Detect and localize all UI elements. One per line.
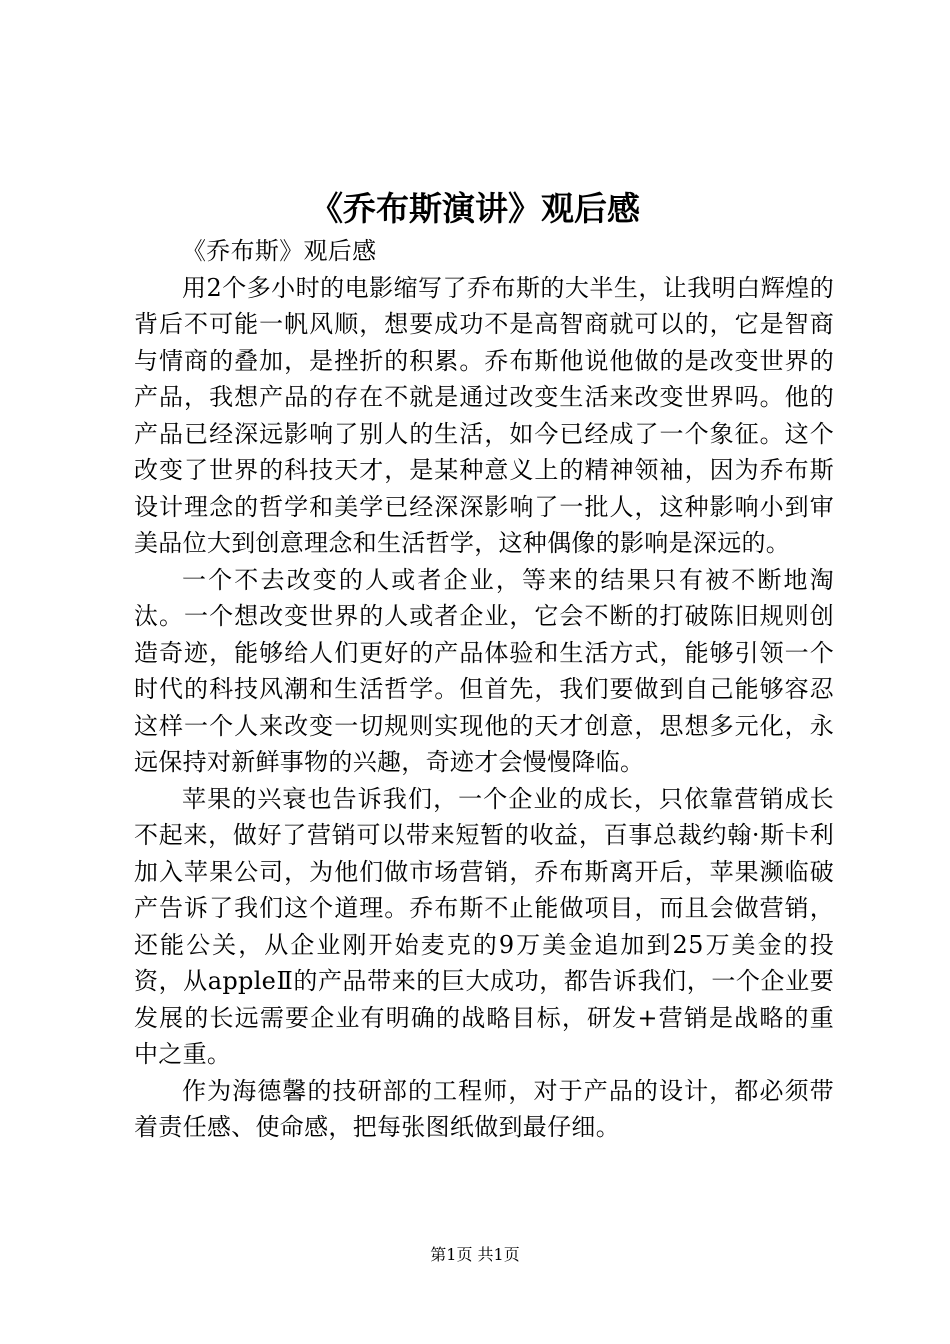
document-title: 《乔布斯演讲》观后感: [310, 189, 640, 228]
subtitle-paragraph: 《乔布斯》观后感: [182, 237, 377, 265]
body-paragraph: 一个不去改变的人或者企业，等来的结果只有被不断地淘汰。一个想改变世界的人或者企业，它会不断的打破陈旧规则创造奇迹，能够给人们更好的产品体验和生活方式，能够引领一个时代的科技风潮和生活哲学。但首先，我们要做到自己能够容忍这样一个人来改变一切规则实现他的天才创意，思想多元化，永远保持对新鲜事物的兴趣，奇迹才会慢慢降临。: [134, 565, 834, 776]
body-paragraph: 作为海德馨的技研部的工程师，对于产品的设计，都必须带着责任感、使命感，把每张图纸做到最仔细。: [134, 1076, 834, 1141]
document-body: [134, 233, 834, 1146]
body-paragraph: 苹果的兴衰也告诉我们，一个企业的成长，只依靠营销成长不起来，做好了营销可以带来短暂的收益，百事总裁约翰·斯卡利加入苹果公司，为他们做市场营销，乔布斯离开后，苹果濒临破产告诉了我们这个道理。乔布斯不止能做项目，而且会做营销，还能公关，从企业刚开始麦克的9万美金追加到25万美金的投资，从appleⅡ的产品带来的巨大成功，都告诉我们，一个企业要发展的长远需要企业有明确的战略目标，研发+营销是战略的重中之重。: [134, 784, 834, 1068]
body-paragraph: 用2个多小时的电影缩写了乔布斯的大半生，让我明白辉煌的背后不可能一帆风顺，想要成功不是高智商就可以的，它是智商与情商的叠加，是挫折的积累。乔布斯他说他做的是改变世界的产品，我想产品的存在不就是通过改变生活来改变世界吗。他的产品已经深远影响了别人的生活，如今已经成了一个象征。这个改变了世界的科技天才，是某种意义上的精神领袖，因为乔布斯设计理念的哲学和美学已经深深影响了一批人，这种影响小到审美品位大到创意理念和生活哲学，这种偶像的影响是深远的。: [134, 273, 834, 557]
page-footer: 第1页 共1页: [430, 1245, 520, 1264]
